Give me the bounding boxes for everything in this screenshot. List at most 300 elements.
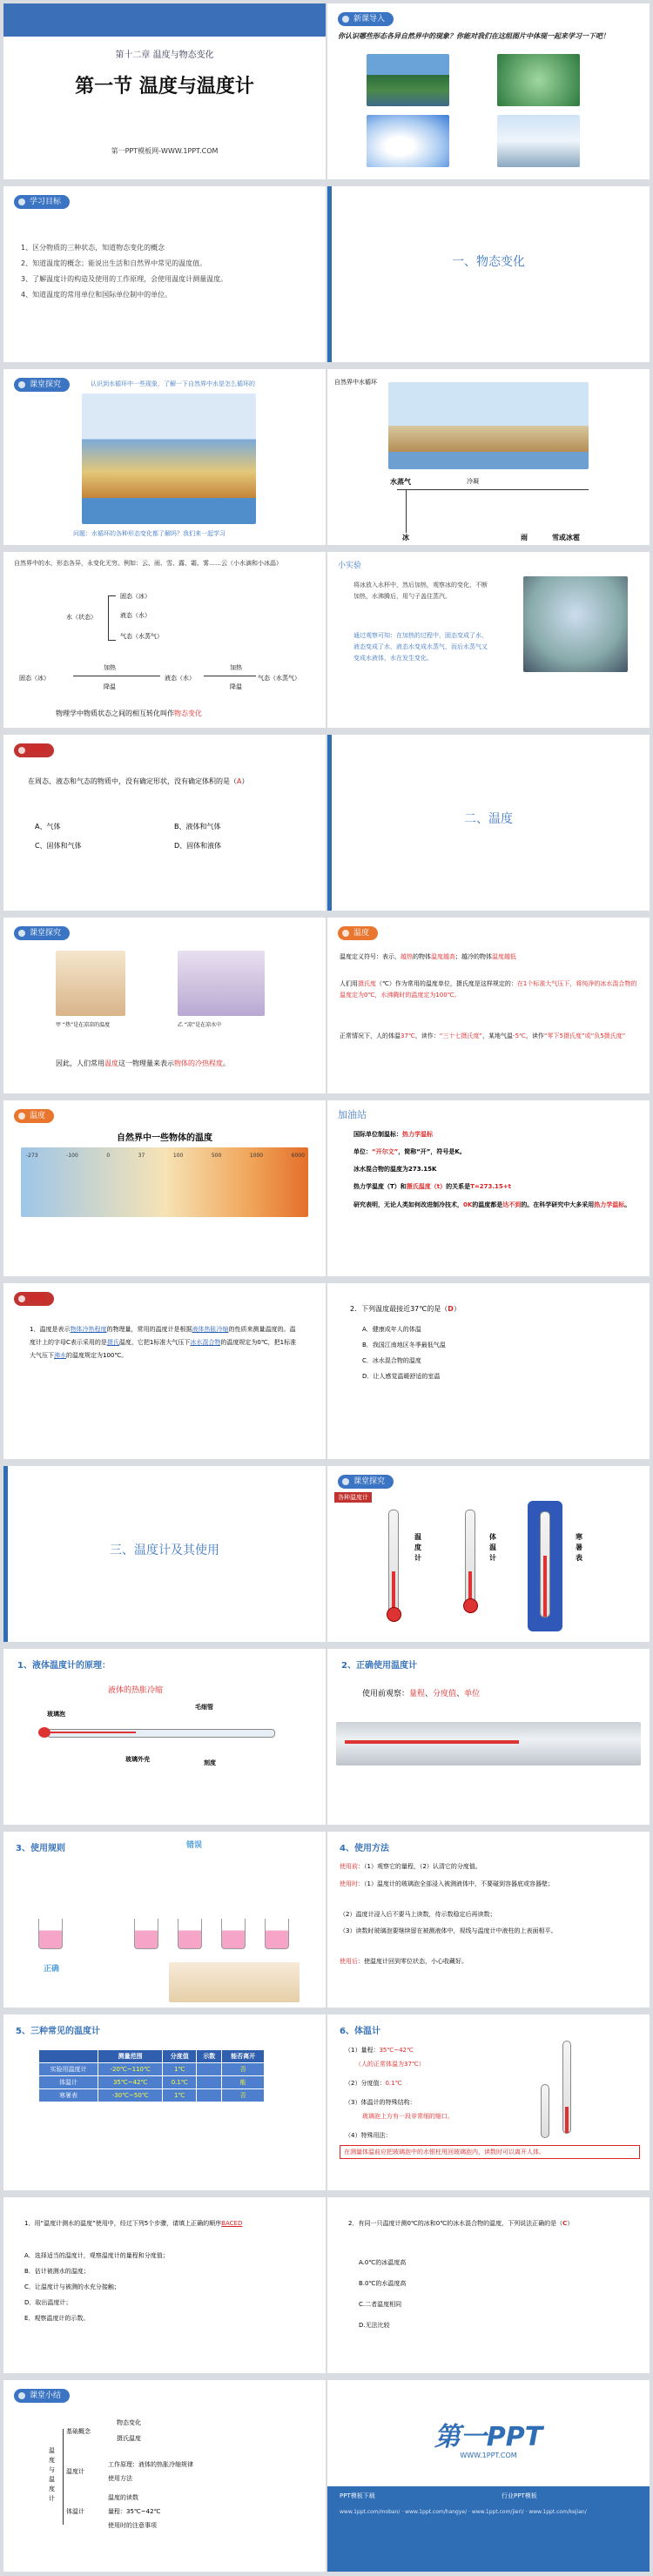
diagram-lines [397, 489, 589, 490]
experiment-text: 将冰放入水杯中，然后加热，观察冰的变化，不断加热，水沸腾后，用勺子盖住蒸汽。 [353, 582, 488, 600]
beaker-5 [265, 1919, 289, 1949]
l5e: 的。在科学研究中大多采用 [521, 1201, 595, 1208]
t2: 越热 [401, 953, 413, 960]
m2 [340, 1879, 640, 1890]
tag-label: 温度 [338, 926, 378, 940]
option-d: D、固体和液体 [174, 842, 222, 850]
scale-4: 100 [172, 1153, 184, 1159]
label-bulb: 玻璃泡 [47, 1711, 65, 1718]
children-image-2 [178, 951, 265, 1016]
option-a: A．选择适当的温度计，观察温度计的量程和分度值； [24, 2252, 169, 2259]
tree-trunk [63, 2429, 64, 2525]
slide-title [3, 3, 326, 179]
option-b: B．我国江南地区冬季最低气温 [362, 1342, 446, 1349]
m3: （2）温度计浸入后不要马上读数，待示数稳定后再读数； [340, 1911, 496, 1918]
u2: 摄氏度 [358, 980, 376, 987]
accent-bar [327, 186, 332, 362]
states-intro: 自然界中的水，形态各异，永变化无穷。例如：云、雨、雪、露、霜、雾……云（小水滴和小冰晶） [14, 560, 282, 567]
slide-example-2 [3, 1283, 326, 1459]
t1: 温度定义符号：表示， [340, 953, 401, 960]
caption-2: 乙 “凉”是在凉水中 [178, 1022, 222, 1028]
goal-4: 4、知道温度的常用单位和国际单位制中的单位。 [21, 291, 172, 299]
heat-label-2: 加热 [230, 664, 242, 671]
answer: A [237, 777, 242, 785]
goal-2: 2、知道温度的概念；能说出生活和自然界中常见的温度值。 [21, 259, 207, 267]
l2b: “开尔文” [372, 1148, 399, 1155]
experiment-text-2: 通过观察可知：在加热的过程中，固态变成了水，液态变成了水，液态水变成水蒸气，而后水蒸气又变成水液体，水在发生变化。 [353, 632, 488, 662]
weather-thermometer [528, 1501, 562, 1631]
comparison-table [38, 2049, 265, 2102]
state-liquid: 液态（水） [165, 675, 195, 682]
table-cell: 35℃~42℃ [98, 2076, 163, 2089]
l4d: T=273.15+t [470, 1183, 512, 1190]
body-title: 6、体温计 [340, 2027, 380, 2036]
branch-1: 基础概念 [66, 2428, 91, 2435]
footer-b[interactable]: 行业PPT模板 [502, 2492, 537, 2499]
goal-1: 1、区分物质的三种状态，知道物态变化的概念 [21, 244, 165, 252]
l1b: 热力学温标 [402, 1131, 433, 1138]
l4c: 的关系是 [446, 1183, 471, 1190]
m1 [340, 1861, 640, 1873]
conclusion [56, 709, 202, 718]
slide-method [327, 1832, 650, 2008]
def-line [340, 952, 640, 961]
table-cell: 1℃ [163, 2063, 197, 2076]
state-root: 水（状态） [66, 614, 97, 621]
slide-summary [3, 2380, 326, 2572]
option-b: B.0℃的水温度高 [359, 2280, 407, 2287]
t3: 的物体 [413, 953, 431, 960]
conclusion-end: 。 [223, 1059, 230, 1067]
ans: C [562, 2220, 568, 2227]
option-b: B．估计被测水的温度； [24, 2268, 90, 2275]
intro-question: 你认识哪些形态各异自然界中的现象？你能对我们在这组图片中体现一起来学习一下吧！ [338, 32, 609, 40]
section-title: 一、物态变化 [452, 255, 525, 269]
slide-example-4 [3, 2197, 326, 2373]
l5 [353, 1200, 632, 1211]
branch-2a: 工作原理：液体的热胀冷缩规律 [108, 2461, 193, 2468]
l4 [353, 1182, 511, 1191]
branch-1a: 物态变化 [117, 2419, 141, 2426]
slide-states [3, 552, 326, 728]
label-wrong: 错误 [186, 1841, 203, 1850]
table-row [39, 2076, 265, 2089]
header-cell: 能否离开 [222, 2050, 265, 2063]
slide-rules [3, 1832, 326, 2008]
label-vapor: 水蒸气 [390, 478, 411, 486]
option-c: C．让温度计与被测的水充分接触； [24, 2283, 120, 2290]
question [28, 775, 306, 788]
tag-label: 温度 [14, 1109, 54, 1123]
tag-label: 例题 [14, 1292, 54, 1306]
q: 2．有同一只温度计测0℃的冰和0℃的冰水混合物的温度，下列说法正确的是（ [348, 2220, 563, 2227]
slide-section-1 [327, 186, 650, 362]
l2a: 单位： [353, 1148, 372, 1155]
slide-intro [327, 3, 650, 179]
bulb [387, 1607, 401, 1622]
tag-label: 课堂探究 [14, 378, 70, 392]
t3: 单位 [464, 1690, 481, 1698]
experiment-image [523, 576, 628, 672]
order-question [24, 2218, 312, 2230]
tag-label: 新课导入 [338, 12, 394, 26]
b1 [345, 2046, 414, 2055]
conclusion-key: 物态变化 [174, 710, 202, 717]
ans: D [448, 1305, 454, 1313]
chapter-label: 第十二章 温度与物态变化 [115, 50, 214, 60]
slide-three-thermometers [3, 2014, 326, 2190]
scale-6: 1000 [249, 1153, 264, 1159]
reading-illustration [169, 1962, 300, 2002]
tree-root: 温度与温度计 [49, 2447, 55, 2502]
state-vapor: 气态（水蒸气） [120, 633, 163, 640]
u5: 在1个标准大气压下，将纯净的冰水混合物的温度定为0℃，水沸腾时的温度定为100℃。 [340, 980, 637, 999]
m5b: 使温度计回到零位状态，小心收藏好。 [364, 1958, 468, 1965]
slide-example-1 [3, 735, 326, 911]
table-cell: 实验用温度计 [39, 2063, 98, 2076]
table-cell: -30℃~50℃ [98, 2089, 163, 2102]
table-title: 5、三种常见的温度计 [16, 2027, 100, 2036]
scale-1: -100 [66, 1153, 78, 1159]
option-a: A．健康成年人的体温 [362, 1326, 421, 1333]
end-footer [327, 2486, 650, 2572]
end-logo: 第一PPT [434, 2422, 543, 2452]
table-cell [197, 2089, 222, 2102]
b2b: 0.1℃ [385, 2080, 402, 2087]
label-ice: 冰 [402, 534, 409, 541]
state-solid: 固态（冰） [19, 675, 50, 682]
table-cell: 0.1℃ [163, 2076, 197, 2089]
r8: “零下5摄氏度”或“负5摄氏度” [543, 1032, 626, 1039]
option-e: E．观察温度计的示数。 [24, 2315, 90, 2322]
l1a: 国际单位制温标： [353, 1131, 402, 1138]
tag-label: 例题 [14, 743, 54, 757]
m2b: （1）温度计的玻璃泡全部浸入被测液体中，不要碰到容器底或容器壁； [364, 1880, 554, 1887]
table-cell [197, 2063, 222, 2076]
t2: 分度值 [433, 1690, 457, 1698]
slide-section-2 [327, 735, 650, 911]
r4: “三十七摄氏度” [439, 1032, 483, 1039]
table-cell: 否 [222, 2089, 265, 2102]
p1f: 摄氏 [106, 1339, 119, 1346]
label-snow: 雪或冰雹 [552, 534, 580, 541]
conclusion-b: 这一物理量来表示 [118, 1059, 174, 1067]
p1i: 的温度规定为0℃，把1标准大气压下 [30, 1339, 297, 1359]
l5a: 研究表明，无论人类如何改进制冷技术， [353, 1201, 463, 1208]
table-cell: 寒暑表 [39, 2089, 98, 2102]
t5: ；越冷 [455, 953, 474, 960]
state-brace [108, 595, 116, 641]
beaker-3 [178, 1919, 202, 1949]
m5 [340, 1957, 640, 1966]
m5a: 使用后： [340, 1958, 364, 1965]
branch-1b: 摄氏温度 [117, 2435, 141, 2442]
branch-3: 体温计 [66, 2508, 84, 2515]
branch-3b: 量程：35℃~42℃ [108, 2508, 161, 2515]
goal-3: 3、了解温度计的构造及使用的工作原理，会使用温度计测量温度。 [21, 275, 228, 283]
mc-question [348, 2218, 636, 2230]
diagram-mercury [49, 1732, 136, 1733]
key-temperature: 温度 [104, 1059, 118, 1067]
slide-gas-station [327, 1100, 650, 1276]
slide-end [327, 2380, 650, 2572]
title-top-band [3, 3, 326, 37]
scale-3: 37 [138, 1153, 145, 1159]
tag-label: 学习目标 [14, 195, 70, 209]
l2 [353, 1147, 466, 1156]
r6: -5℃ [513, 1032, 526, 1039]
u4: 摄氏度是这样规定的： [455, 980, 517, 987]
water-cycle-diagram-image [388, 382, 589, 469]
ans: BACED [221, 2220, 243, 2227]
header-cell: 分度值 [163, 2050, 197, 2063]
tag-label: 小实验 [338, 562, 362, 570]
key-hotcold: 物体的冷热程度 [174, 1059, 223, 1067]
nature-title: 自然界中一些物体的温度 [117, 1133, 212, 1143]
photo-mercury [345, 1740, 519, 1744]
use-text: 使用前观察： [362, 1690, 410, 1698]
unit-line [340, 979, 640, 1001]
option-d: D.无法比较 [359, 2322, 390, 2329]
option-a: A.0℃的冰温度高 [359, 2259, 407, 2266]
rules-title: 3、使用规则 [16, 1844, 65, 1853]
diagram-caption: 自然界中水循环 [334, 379, 377, 386]
b1a: （1）量程： [345, 2047, 380, 2054]
option-b: B、液体和气体 [174, 823, 221, 831]
conclusion-text: 物理学中物质状态之间的相互转化叫作 [56, 710, 174, 717]
branch-3a: 温度的读数 [108, 2494, 138, 2501]
label-weather: 寒暑表 [576, 1533, 582, 1562]
table-row [39, 2063, 265, 2076]
beaker-1 [38, 1919, 63, 1949]
option-a: A、气体 [35, 823, 61, 831]
slide-water-cycle [3, 369, 326, 545]
scale-7: 6000 [291, 1153, 305, 1159]
table-cell: 否 [222, 2063, 265, 2076]
b1c: （人的正常体温为37℃） [355, 2061, 425, 2068]
frost-image [497, 54, 580, 106]
footer-a[interactable]: PPT模板下载 [340, 2492, 375, 2499]
table-cell [197, 2076, 222, 2089]
table-cell: -20℃~110℃ [98, 2063, 163, 2076]
table-cell: 能 [222, 2076, 265, 2089]
option-c: C、固体和气体 [35, 842, 82, 850]
children-image-1 [56, 951, 125, 1016]
sub-label: 各种温度计 [334, 1492, 372, 1503]
label-condense: 冷凝 [467, 478, 479, 485]
body-thermometer-image [562, 2041, 571, 2134]
m1a: 使用前： [340, 1863, 364, 1870]
p1g: 温度，它把1标准大气压下 [118, 1339, 191, 1346]
fill-question [30, 1323, 300, 1362]
table-cell: 体温计 [39, 2076, 98, 2089]
b4: （4）特殊用法： [345, 2132, 392, 2139]
bulb [463, 1598, 478, 1613]
lake-image [367, 54, 449, 106]
slide-water-cycle-diagram [327, 369, 650, 545]
q: 1．用“温度计测水的温度”使用中，经过下列5个步骤，请填上正确的顺序 [24, 2220, 222, 2227]
state-gas: 气态（水蒸气） [258, 675, 300, 682]
header-cell [39, 2050, 98, 2063]
slide-use-thermometer [327, 1649, 650, 1825]
r3: ，读作： [414, 1032, 440, 1039]
diagram-vline [406, 489, 407, 533]
l3: 冰水混合物的温度为273.15K [353, 1166, 437, 1173]
sep1: 、 [425, 1690, 434, 1698]
label-right: 正确 [44, 1965, 60, 1974]
p1d: 液体热胀冷缩 [192, 1326, 229, 1333]
l5f: 热力学温标 [594, 1201, 625, 1208]
branch-2: 温度计 [66, 2468, 84, 2475]
q-close: ） [453, 1305, 461, 1313]
r1: 正常情况下，人的体温 [340, 1032, 401, 1039]
question-close: ） [241, 777, 249, 785]
option-c: C．冰水混合物的温度 [362, 1357, 421, 1364]
p1j: 沸水 [54, 1352, 66, 1359]
conclusion [56, 1059, 230, 1068]
state-ice: 固态（冰） [120, 593, 151, 600]
u1: 人们用 [340, 980, 358, 987]
use-title: 2、正确使用温度计 [341, 1661, 417, 1671]
p1e: 的性质来测量温度的。温度计上的字母C表示采用的是 [30, 1326, 296, 1346]
conclusion-a: 因此，人们常用 [56, 1059, 104, 1067]
t1: 量程 [409, 1690, 426, 1698]
p1b: 物体冷热程度 [70, 1326, 107, 1333]
slide-thermometers [327, 1466, 650, 1642]
u3: （℃）作为常用的温度单位， [376, 980, 456, 987]
scale-labels [26, 1153, 305, 1159]
lesson-title: 第一节 温度与温度计 [75, 76, 254, 98]
slide-experiment [327, 552, 650, 728]
cloud-image [367, 115, 449, 167]
m4: （3）读数时玻璃泡要继续留在被测液体中，视线与温度计中液柱的上表面相平。 [340, 1927, 557, 1934]
label-scale: 刻度 [204, 1759, 216, 1766]
footer-links[interactable]: www.1ppt.com/moban/ · www.1ppt.com/hangye/ · www.1ppt.com/jieri/ · www.1ppt.com/kejian/ [340, 2509, 587, 2515]
mercury [543, 1556, 547, 1617]
slide-head: 认识到水循环中一些现象，了解一下自然界中水是怎么循环的 [91, 380, 255, 387]
b2 [345, 2079, 401, 2088]
slide-goals [3, 186, 326, 362]
label-shell: 玻璃外壳 [125, 1756, 150, 1763]
heat-label: 加热 [104, 664, 116, 671]
b1b: 35℃~42℃ [379, 2047, 414, 2054]
table-row [39, 2089, 265, 2102]
cool-label-2: 降温 [230, 683, 242, 690]
label-rain: 雨 [521, 534, 528, 541]
label-lab: 温度计 [414, 1533, 421, 1562]
site-label: 第一PPT模板网-WWW.1PPT.COM [111, 147, 219, 155]
r7: ，读作 [525, 1032, 544, 1039]
l5d: 达不到 [502, 1201, 522, 1208]
scale-2: 0 [106, 1153, 111, 1159]
scale-5: 500 [211, 1153, 222, 1159]
option-d: D．取出温度计； [24, 2299, 72, 2306]
t4: 温度越高 [431, 953, 455, 960]
body-thermometer-image-2 [541, 2084, 549, 2138]
use-line [362, 1687, 480, 1698]
caption-1: 甲 “热”是在凉凉的温度 [56, 1022, 111, 1028]
slide-example-3 [327, 1283, 650, 1459]
q: 2．下列温度最接近37℃的是（ [350, 1305, 448, 1313]
slide-nature-temps [3, 1100, 326, 1276]
cool-label: 降温 [104, 683, 116, 690]
read-line [340, 1031, 640, 1042]
l5g: 。 [624, 1201, 631, 1208]
p1: 1．温度是表示 [30, 1326, 71, 1333]
r2: 37℃ [401, 1032, 415, 1039]
p1k: 的温度规定为100℃。 [66, 1352, 128, 1359]
method-title: 4、使用方法 [340, 1844, 389, 1853]
warning-box: 在测量体温前应把玻璃泡中的水银柱甩回玻璃泡内，读数时可以离开人体。 [340, 2145, 640, 2159]
scale-0: -273 [26, 1153, 38, 1159]
beaker-2 [134, 1919, 158, 1949]
b3b: 玻璃泡上方有一段非常细的缩口。 [362, 2113, 454, 2120]
tag-label: 课堂小结 [14, 2389, 70, 2403]
branch-2b: 使用方法 [108, 2475, 132, 2482]
l5b: 0K [463, 1201, 473, 1208]
question-text: 在周态、液态和气态的物质中，没有确定形状，没有确定体积的是（ [28, 777, 237, 785]
l2c: ，简称“开”，符号是K。 [398, 1148, 466, 1155]
label-tube: 毛细管 [195, 1704, 213, 1711]
end-url: WWW.1PPT.COM [460, 2452, 517, 2459]
body-thermometer [465, 1510, 475, 1607]
inner-tube [540, 1511, 550, 1618]
header-cell: 示数 [197, 2050, 222, 2063]
slide-principle [3, 1649, 326, 1825]
table-cell: 1℃ [163, 2089, 197, 2102]
water-cycle-image [82, 393, 256, 524]
thermometer-diagram [47, 1729, 275, 1738]
state-water: 液态（水） [120, 612, 151, 619]
l5c: 的温度都是 [472, 1201, 503, 1208]
header-cell: 测量范围 [98, 2050, 163, 2063]
principle-title: 1、液体温度计的原理： [17, 1661, 111, 1671]
r5: ，某地气温 [482, 1032, 514, 1039]
l4b: 摄氏温度（t） [406, 1183, 447, 1190]
t6: 的物体 [474, 953, 492, 960]
section-title: 二、温度 [464, 812, 513, 826]
section-title: 三、温度计及其使用 [110, 1544, 219, 1557]
branch-3c: 使用时的注意事项 [108, 2522, 157, 2529]
p1c: 的物理量，常用的温度计是根据 [106, 1326, 192, 1333]
slide-temperature [327, 918, 650, 1093]
slide-body-thermometer [327, 2014, 650, 2190]
q-close: ） [567, 2220, 574, 2227]
slide-hot-cold [3, 918, 326, 1093]
option-d: D．让人感觉温暖舒适的室温 [362, 1373, 441, 1380]
b3: （3）体温计的特殊结构： [345, 2099, 416, 2106]
slide-example-5 [327, 2197, 650, 2373]
p1h: 冰水混合物 [190, 1339, 221, 1346]
tag-label: 加油站 [338, 1109, 367, 1120]
tag-label: 课堂探究 [338, 1475, 394, 1489]
principle-text: 液体的热胀冷缩 [108, 1686, 164, 1695]
m1b: （1）观察它的量程，（2）认清它的分度值。 [364, 1863, 481, 1870]
mercury [565, 2107, 569, 2133]
m2a: 使用时： [340, 1880, 364, 1887]
t7: 温度越低 [492, 953, 516, 960]
table-header [39, 2050, 265, 2063]
label-body: 体温计 [489, 1533, 496, 1562]
slide-section-3 [3, 1466, 326, 1642]
mc-question [350, 1304, 461, 1314]
tag-label: 课堂探究 [14, 926, 70, 940]
sep2: 、 [456, 1690, 465, 1698]
slide-foot: 问题：水循环的各种形态变化都了解吗？我们来一起学习 [73, 530, 226, 537]
thermometer-photo [336, 1722, 641, 1766]
beaker-4 [221, 1919, 246, 1949]
l1 [353, 1130, 433, 1139]
